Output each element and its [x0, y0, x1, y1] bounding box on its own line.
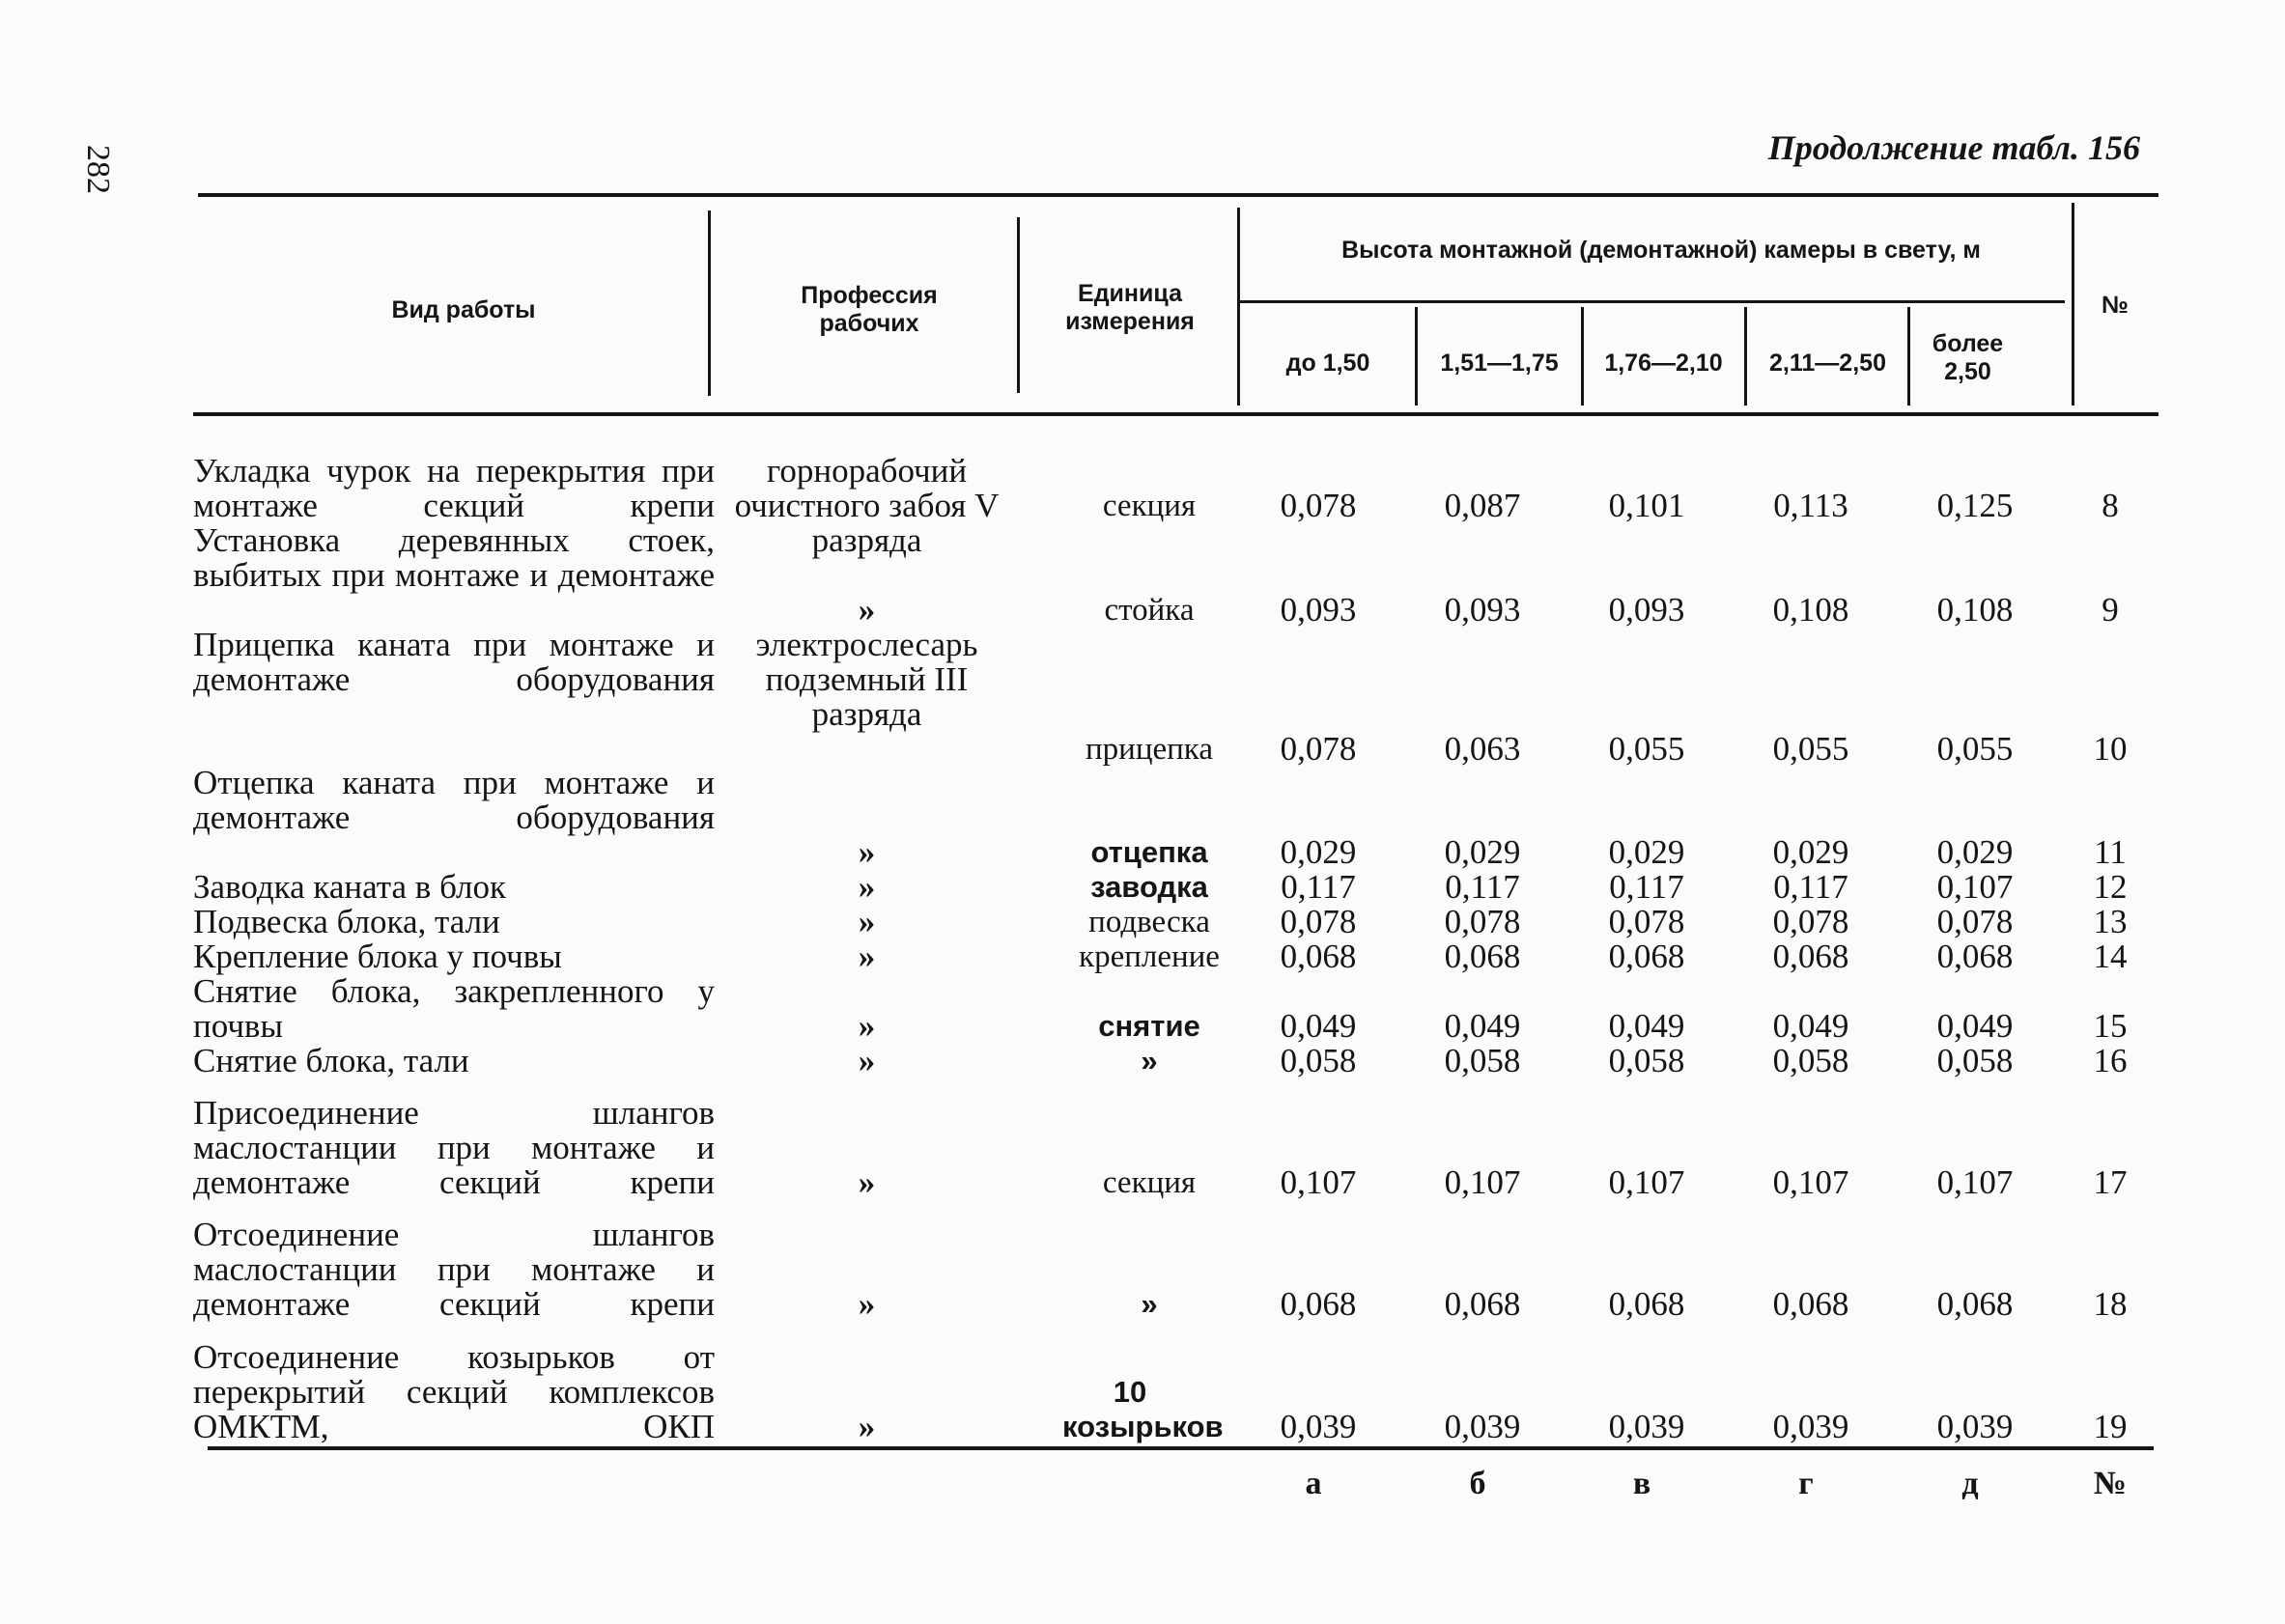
value-cell: 0,055 [1608, 730, 1685, 768]
unit: снятие [1098, 1009, 1200, 1043]
value-cell: 0,049 [1444, 1007, 1521, 1045]
footer-no: № [2093, 1466, 2128, 1501]
value-cell: 0,101 [1608, 487, 1685, 524]
value-cell: 0,078 [1936, 903, 2014, 940]
header-col-c: 1,76—2,10 [1604, 350, 1723, 377]
value-cell: 0,029 [1772, 833, 1849, 871]
divider-no [2072, 203, 2074, 406]
value-cell: 0,078 [1280, 730, 1357, 768]
work-type: Снятие блока, закрепленного у почвы [193, 972, 715, 1045]
value-cell: 0,049 [1772, 1007, 1849, 1045]
value-cell: 0,049 [1280, 1007, 1357, 1045]
unit: 10 козырьков [1062, 1375, 1224, 1443]
work-type: Прицепка каната при монтаже и демонтаже оборудования [193, 626, 715, 698]
profession-ditto: » [858, 1285, 876, 1323]
unit: заводка [1090, 870, 1208, 904]
value-cell: 0,078 [1444, 903, 1521, 940]
value-cell: 0,039 [1280, 1408, 1357, 1445]
value-cell: 0,108 [1936, 591, 2014, 629]
value-cell: 0,068 [1280, 1285, 1357, 1323]
work-type: Крепление блока у почвы [193, 938, 562, 975]
value-cell: 0,107 [1608, 1163, 1685, 1201]
value-cell: 0,039 [1444, 1408, 1521, 1445]
value-cell: 0,058 [1936, 1042, 2014, 1079]
value-cell: 0,107 [1772, 1163, 1849, 1201]
table-bottom-rule [208, 1446, 2154, 1450]
table-caption: Продолжение табл. 156 [1767, 128, 2140, 167]
page-number: 282 [80, 145, 116, 194]
value-cell: 0,087 [1444, 487, 1521, 524]
value-cell: 0,055 [1772, 730, 1849, 768]
unit: секция [1102, 489, 1197, 523]
value-cell: 0,039 [1772, 1408, 1849, 1445]
work-type: Снятие блока, тали [193, 1042, 469, 1079]
value-cell: 0,117 [1445, 868, 1520, 906]
row-number: 8 [2102, 487, 2119, 524]
value-cell: 0,078 [1280, 903, 1357, 940]
unit: прицепка [1086, 732, 1213, 767]
group-header-rule [1239, 300, 2065, 303]
value-cell: 0,068 [1936, 938, 2014, 975]
value-cell: 0,107 [1444, 1163, 1521, 1201]
value-cell: 0,039 [1936, 1408, 2014, 1445]
header-work: Вид работы [391, 296, 536, 323]
footer-col-a: а [1305, 1466, 1322, 1501]
work-type: Укладка чурок на перекрытия при монтаже секций крепи [193, 452, 715, 524]
value-cell: 0,068 [1936, 1285, 2014, 1323]
footer-col-c: в [1632, 1466, 1651, 1501]
work-type: Присоединение шлангов маслостанции при монтаже и демонтаже секций крепи [193, 1094, 715, 1201]
value-cell: 0,107 [1936, 1163, 2014, 1201]
divider-work [708, 210, 711, 396]
divider-col-d [1907, 307, 1910, 406]
value-cell: 0,068 [1772, 1285, 1849, 1323]
work-type: Установка деревянных стоек, выбитых при монтаже и демонтаже [193, 521, 715, 594]
profession-ditto: » [858, 1042, 876, 1079]
row-number: 16 [2093, 1042, 2128, 1079]
unit: крепление [1079, 939, 1220, 974]
header-profession: Профессия рабочих [801, 282, 938, 337]
value-cell: 0,029 [1936, 833, 2014, 871]
value-cell: 0,078 [1608, 903, 1685, 940]
profession-ditto: » [858, 938, 876, 975]
row-number: 18 [2093, 1285, 2128, 1323]
divider-col-a [1415, 307, 1418, 406]
unit: секция [1102, 1165, 1197, 1200]
value-cell: 0,068 [1608, 938, 1685, 975]
value-cell: 0,068 [1772, 938, 1849, 975]
header-bottom-rule [193, 412, 2158, 416]
profession-ditto: » [858, 591, 876, 629]
value-cell: 0,058 [1608, 1042, 1685, 1079]
value-cell: 0,055 [1936, 730, 2014, 768]
table-top-rule [198, 193, 2158, 197]
header-height-group: Высота монтажной (демонтажной) камеры в свету, м [1341, 237, 1981, 264]
divider-profession [1017, 217, 1020, 393]
value-cell: 0,029 [1608, 833, 1685, 871]
value-cell: 0,058 [1444, 1042, 1521, 1079]
value-cell: 0,093 [1280, 591, 1357, 629]
profession-ditto: » [858, 1007, 876, 1045]
value-cell: 0,058 [1772, 1042, 1849, 1079]
profession-ditto: » [858, 1163, 876, 1201]
divider-col-c [1744, 307, 1747, 406]
footer-col-b: б [1469, 1466, 1486, 1501]
work-type: Отсоединение шлангов маслостанции при монтаже и демонтаже секций крепи [193, 1216, 715, 1323]
profession-ditto: » [858, 833, 876, 871]
value-cell: 0,078 [1280, 487, 1357, 524]
header-col-b: 1,51—1,75 [1440, 350, 1559, 377]
value-cell: 0,113 [1773, 487, 1848, 524]
profession: электрослесарь подземный III разряда [755, 626, 978, 733]
profession-ditto: » [858, 903, 876, 940]
row-number: 12 [2093, 868, 2128, 906]
work-type: Подвеска блока, тали [193, 903, 500, 940]
value-cell: 0,029 [1444, 833, 1521, 871]
work-type: Заводка каната в блок [193, 868, 506, 906]
row-number: 19 [2093, 1408, 2128, 1445]
value-cell: 0,093 [1608, 591, 1685, 629]
profession: горнорабочий очистного забоя V разряда [734, 452, 1000, 559]
value-cell: 0,063 [1444, 730, 1521, 768]
work-type: Отцепка каната при монтаже и демонтаже оборудования [193, 764, 715, 836]
row-number: 10 [2093, 730, 2128, 768]
row-number: 15 [2093, 1007, 2128, 1045]
unit: отцепка [1090, 835, 1208, 869]
unit: » [1141, 1287, 1158, 1321]
value-cell: 0,117 [1281, 868, 1356, 906]
header-col-a: до 1,50 [1285, 350, 1370, 377]
unit: стойка [1104, 593, 1195, 628]
value-cell: 0,068 [1444, 1285, 1521, 1323]
profession-ditto: » [858, 1408, 876, 1445]
header-unit: Единица измерения [1065, 280, 1195, 335]
value-cell: 0,125 [1936, 487, 2014, 524]
value-cell: 0,039 [1608, 1408, 1685, 1445]
value-cell: 0,049 [1608, 1007, 1685, 1045]
value-cell: 0,049 [1936, 1007, 2014, 1045]
header-no: № [2102, 292, 2129, 319]
footer-col-e: д [1961, 1466, 1979, 1501]
value-cell: 0,068 [1280, 938, 1357, 975]
value-cell: 0,117 [1773, 868, 1848, 906]
row-number: 14 [2093, 938, 2128, 975]
value-cell: 0,078 [1772, 903, 1849, 940]
value-cell: 0,029 [1280, 833, 1357, 871]
row-number: 9 [2102, 591, 2119, 629]
value-cell: 0,107 [1280, 1163, 1357, 1201]
work-type: Отсоединение козырьков от перекрытий секций комплексов ОМКТМ, ОКП [193, 1338, 715, 1445]
value-cell: 0,107 [1936, 868, 2014, 906]
value-cell: 0,068 [1608, 1285, 1685, 1323]
row-number: 11 [2094, 833, 2127, 871]
row-number: 13 [2093, 903, 2128, 940]
value-cell: 0,058 [1280, 1042, 1357, 1079]
row-number: 17 [2093, 1163, 2128, 1201]
profession-ditto: » [858, 868, 876, 906]
value-cell: 0,117 [1609, 868, 1684, 906]
value-cell: 0,093 [1444, 591, 1521, 629]
divider-unit [1237, 208, 1240, 406]
header-col-d: 2,11—2,50 [1769, 350, 1886, 377]
unit: » [1141, 1044, 1158, 1078]
value-cell: 0,108 [1772, 591, 1849, 629]
value-cell: 0,068 [1444, 938, 1521, 975]
footer-col-d: г [1798, 1466, 1814, 1501]
unit: подвеска [1088, 905, 1210, 939]
header-col-e: более 2,50 [1932, 330, 2004, 385]
